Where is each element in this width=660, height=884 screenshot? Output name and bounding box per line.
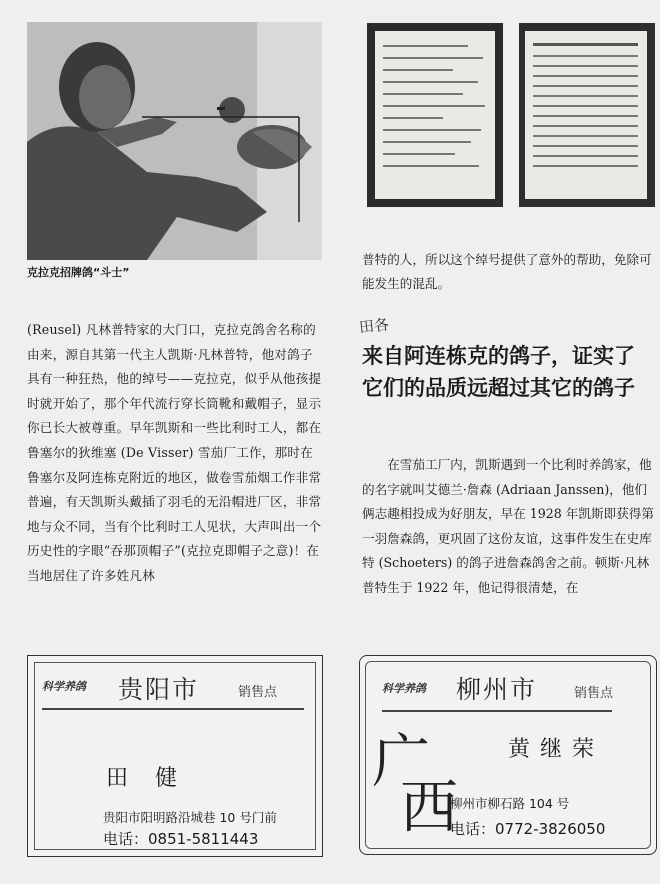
ad-city-name: 柳州市 [456, 675, 538, 704]
ad-underline [382, 710, 612, 712]
ad-logo: 科学养鸽 [42, 680, 86, 693]
pigeon-photo-illustration [27, 22, 322, 260]
headline-line-2: 它们的品质远超过其它的鸽子 [362, 376, 635, 400]
right-column-top-text [362, 248, 657, 296]
pigeon-photo [27, 22, 322, 260]
left-column-paragraph: (Reusel) 凡林普特家的大门口，克拉克鸽舍名称的由来，源自其第一代主人凯斯·凡林普特，他对鸽子具有一种狂热，他的绰号——克拉克，似乎从他孩提时就开始了，那个年代流行穿长筒靴和戴帽子，显示你已长大被尊重。早年凯斯和一些比利时工人，都在鲁塞尔的狄维塞 (De Visser) 雪茄厂工作，那时在鲁塞尔及阿连栋克附近的地区，做卷雪茄烟工作非常普遍，有天凯斯头戴插了羽毛的无沿帽进厂区，非常地与众不同，当有个比利时工人见状，大声叫出一个历史性的字眼“吞那顶帽子”(克拉克即帽子之意)！在当地居住了许多姓凡林 [27, 322, 322, 583]
section-headline [362, 340, 657, 404]
ad-underline [42, 708, 304, 710]
guiyang-sales-point-ad [27, 655, 323, 857]
ad-sales-point-label: 销售点 [238, 685, 278, 700]
ad-contact-person: 田 健 [106, 766, 187, 791]
right-column-text [362, 453, 657, 601]
ad-contact-person: 黄继荣 [508, 737, 605, 762]
ad-city-name: 贵阳市 [118, 675, 200, 704]
photo-caption: 克拉克招牌鸽“斗士” [27, 266, 130, 279]
right-column-top-paragraph: 普特的人，所以这个绰号提供了意外的帮助，免除可能发生的混乱。 [362, 252, 652, 291]
liuzhou-sales-point-ad [359, 655, 657, 855]
region-char-guang: 广 [372, 727, 431, 795]
ad-logo: 科学养鸽 [382, 682, 426, 695]
handwritten-note: 田各 [358, 315, 390, 337]
left-column-text [27, 318, 322, 589]
ad-address: 贵阳市阳明路沿城巷 10 号门前 [103, 810, 277, 825]
ad-address: 柳州市柳石路 104 号 [450, 796, 570, 811]
ad-phone: 电话：0851-5811443 [103, 830, 259, 848]
headline-line-1: 来自阿连栋克的鸽子，证实了 [362, 344, 635, 368]
region-char-xi: 西 [400, 773, 459, 841]
right-column-paragraph: 在雪茄工厂内，凯斯遇到一个比利时养鸽家，他的名字就叫艾德兰·詹森 (Adriaan Janssen)，他们俩志趣相投成为好朋友，早在 1928 年凯斯即获得第一羽詹森鸽，更巩固了这份友谊，这事件发生在史库特 (Schoeters) 的鸽子进詹森鸽舍之前。顿斯·凡林普特生于 1922 年，他记得很清楚，在 [362, 457, 654, 595]
pedigree-document-photo [367, 23, 503, 207]
ad-sales-point-label: 销售点 [574, 686, 614, 701]
ad-phone: 电话：0772-3826050 [450, 820, 606, 838]
race-results-document-photo [519, 23, 655, 207]
